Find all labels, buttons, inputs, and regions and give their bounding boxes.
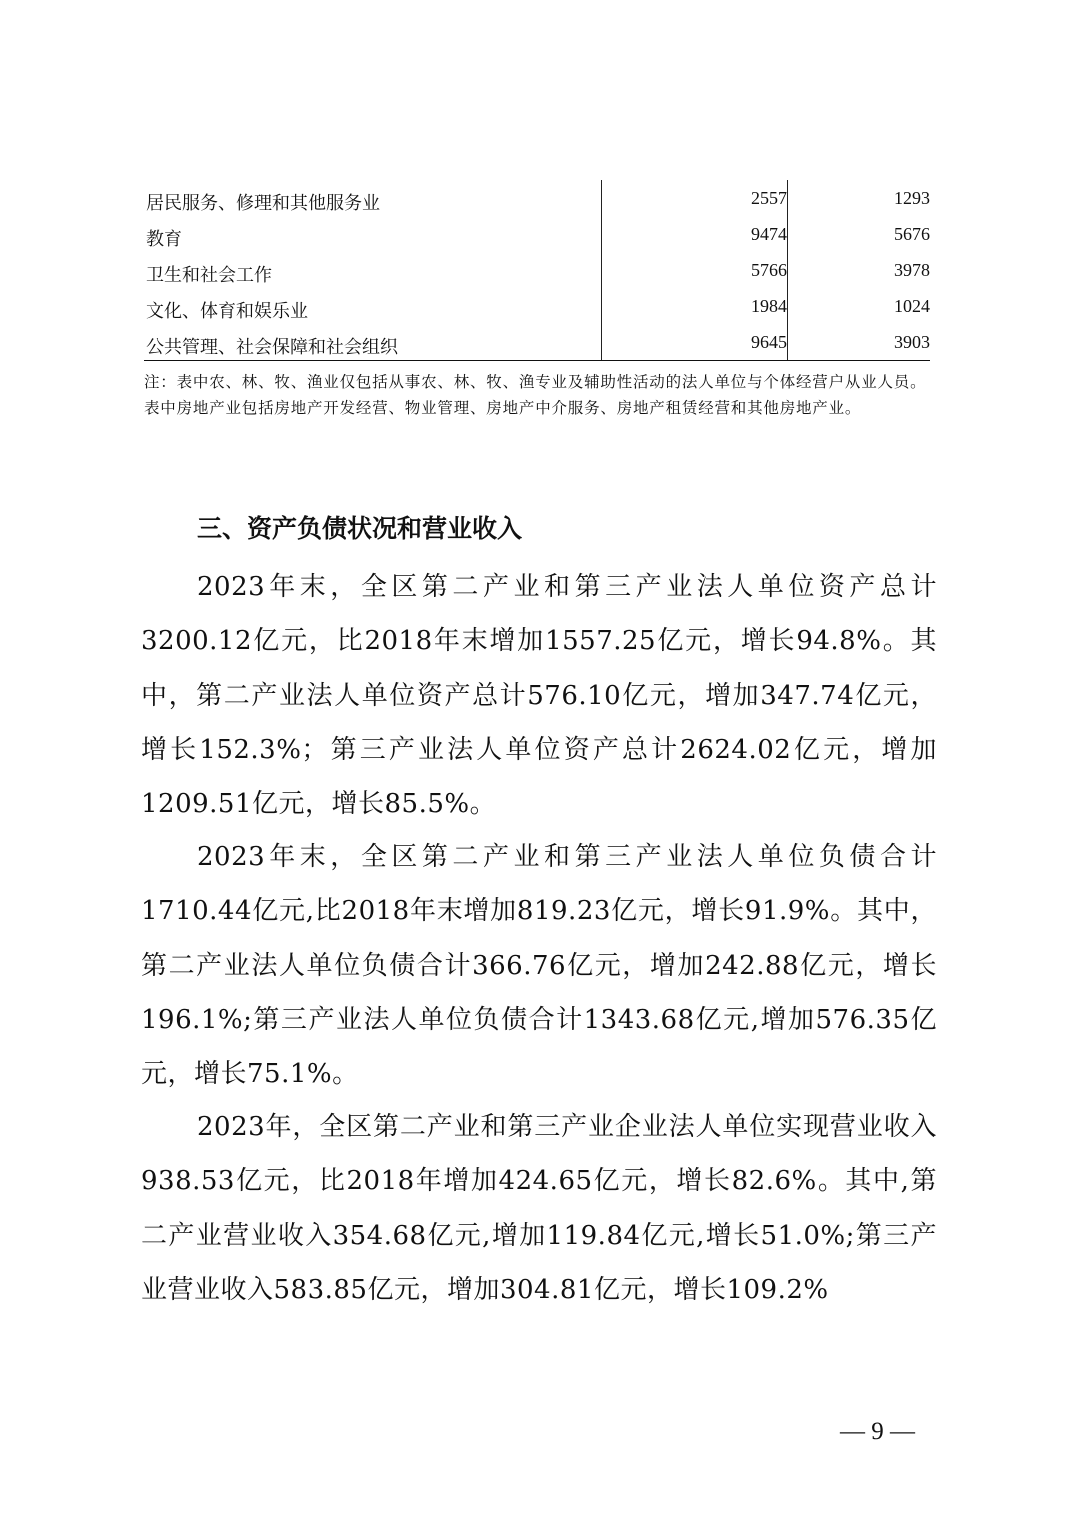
table-row — [144, 216, 930, 252]
row-value-1: 5766 — [602, 252, 788, 288]
row-value-2: 3903 — [894, 332, 930, 352]
row-value-2: 3978 — [894, 260, 930, 280]
row-label: 教育 — [144, 216, 602, 252]
row-label: 文化、体育和娱乐业 — [144, 288, 602, 324]
row-label: 公共管理、社会保障和社会组织 — [144, 324, 602, 360]
section-heading: 三、资产负债状况和营业收入 — [197, 514, 523, 543]
paragraph-assets: 2023年末，全区第二产业和第三产业法人单位资产总计3200.12亿元，比2018年末增加1557.25亿元，增长94.8%。其中，第二产业法人单位资产总计576.10亿元，增加347.74亿元，增长152.3%；第三产业法人单位资产总计2624.02亿元，增加1209.51亿元，增长85.5%。 — [141, 572, 937, 820]
row-value-1: 1984 — [602, 288, 788, 324]
row-value-1: 9645 — [602, 324, 788, 360]
row-value-1: 2557 — [602, 180, 788, 216]
row-label: 居民服务、修理和其他服务业 — [144, 180, 602, 216]
row-value-1: 9474 — [602, 216, 788, 252]
table-note: 注：表中农、林、牧、渔业仅包括从事农、林、牧、渔专业及辅助性活动的法人单位与个体经营户从业人员。表中房地产业包括房地产开发经营、物业管理、房地产中介服务、房地产租赁经营和其他房地产业。 — [144, 373, 927, 417]
page-number: — 9 — — [840, 1418, 915, 1445]
table-row — [144, 288, 930, 324]
table-row — [144, 180, 930, 216]
row-label: 卫生和社会工作 — [144, 252, 602, 288]
row-value-2: 1024 — [894, 296, 930, 316]
statistics-table — [144, 180, 930, 361]
table-row — [144, 252, 930, 288]
paragraph-liabilities: 2023年末，全区第二产业和第三产业法人单位负债合计1710.44亿元,比2018年末增加819.23亿元，增长91.9%。其中，第二产业法人单位负债合计366.76亿元，增加242.88亿元，增长196.1%;第三产业法人单位负债合计1343.68亿元,增加576.35亿元，增长75.1%。 — [141, 842, 937, 1090]
paragraph-revenue: 2023年，全区第二产业和第三产业企业法人单位实现营业收入938.53亿元，比2018年增加424.65亿元，增长82.6%。其中,第二产业营业收入354.68亿元,增加119.84亿元,增长51.0%;第三产业营业收入583.85亿元，增加304.81亿元，增长109.2% — [141, 1112, 937, 1305]
row-value-2: 5676 — [894, 224, 930, 244]
table-row — [144, 324, 930, 360]
row-value-2: 1293 — [894, 188, 930, 208]
